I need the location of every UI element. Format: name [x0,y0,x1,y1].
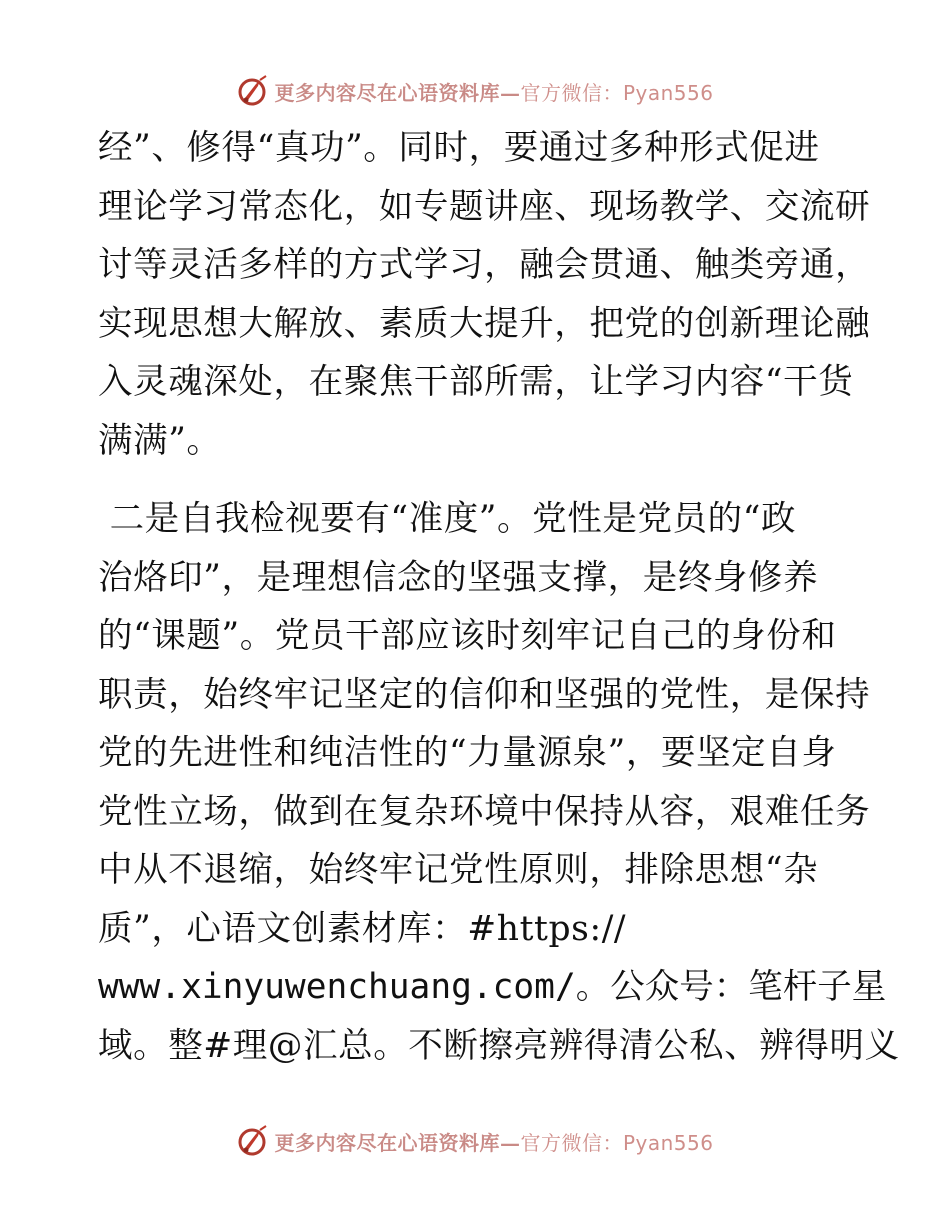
text-line: 中从不退缩，始终牢记党性原则，排除思想“杂 [98,850,819,890]
text-line: 讨等灵活多样的方式学习，融会贯通、触类旁通， [98,245,871,285]
text-line: 质”，心语文创素材库：#https:// [98,908,627,949]
text-line: 党性立场，做到在复杂环境中保持从容，艰难任务 [98,791,871,832]
text-line: 理论学习常态化，如专题讲座、现场教学、交流研 [98,186,871,227]
text-line: 入灵魂深处，在聚焦干部所需，让学习内容“干货 [98,362,854,402]
text-line-url: www.xinyuwenchuang.com/。公众号：笔杆子星 [98,967,887,1007]
text-line: 党的先进性和纯洁性的“力量源泉”，要坚定自身 [98,733,837,773]
text-line: 治烙印”，是理想信念的坚强支撑，是终身修养 [98,557,819,598]
watermark-contact: 官方微信：Pyan556 [520,80,714,105]
text-line: 二是自我检视要有“准度”。党性是党员的“政 [98,499,797,539]
brush-logo-icon [236,74,270,108]
paragraph-gap [98,470,858,490]
brush-logo-icon [236,1124,270,1158]
watermark-contact: 官方微信：Pyan556 [520,1130,714,1155]
text-line: 域。整#理@汇总。不断擦亮辨得清公私、辨得明义 [98,1025,900,1066]
text-line: 职责，始终牢记坚定的信仰和坚强的党性，是保持 [98,674,871,715]
header-watermark [0,74,950,108]
text-line: 经”、修得“真功”。同时，要通过多种形式促进 [98,128,820,168]
text-line: 的“课题”。党员干部应该时刻牢记自己的身份和 [98,616,837,656]
paragraph-2 [98,490,900,1075]
paragraph-1 [98,119,871,470]
document-body [98,119,900,1075]
footer-watermark [0,1124,950,1158]
text-line: 实现思想大解放、素质大提升，把党的创新理论融 [98,303,871,344]
watermark-text: 更多内容尽在心语资料库— [274,1130,521,1155]
watermark-text: 更多内容尽在心语资料库— [274,80,521,105]
text-line: 满满”。 [98,420,222,461]
